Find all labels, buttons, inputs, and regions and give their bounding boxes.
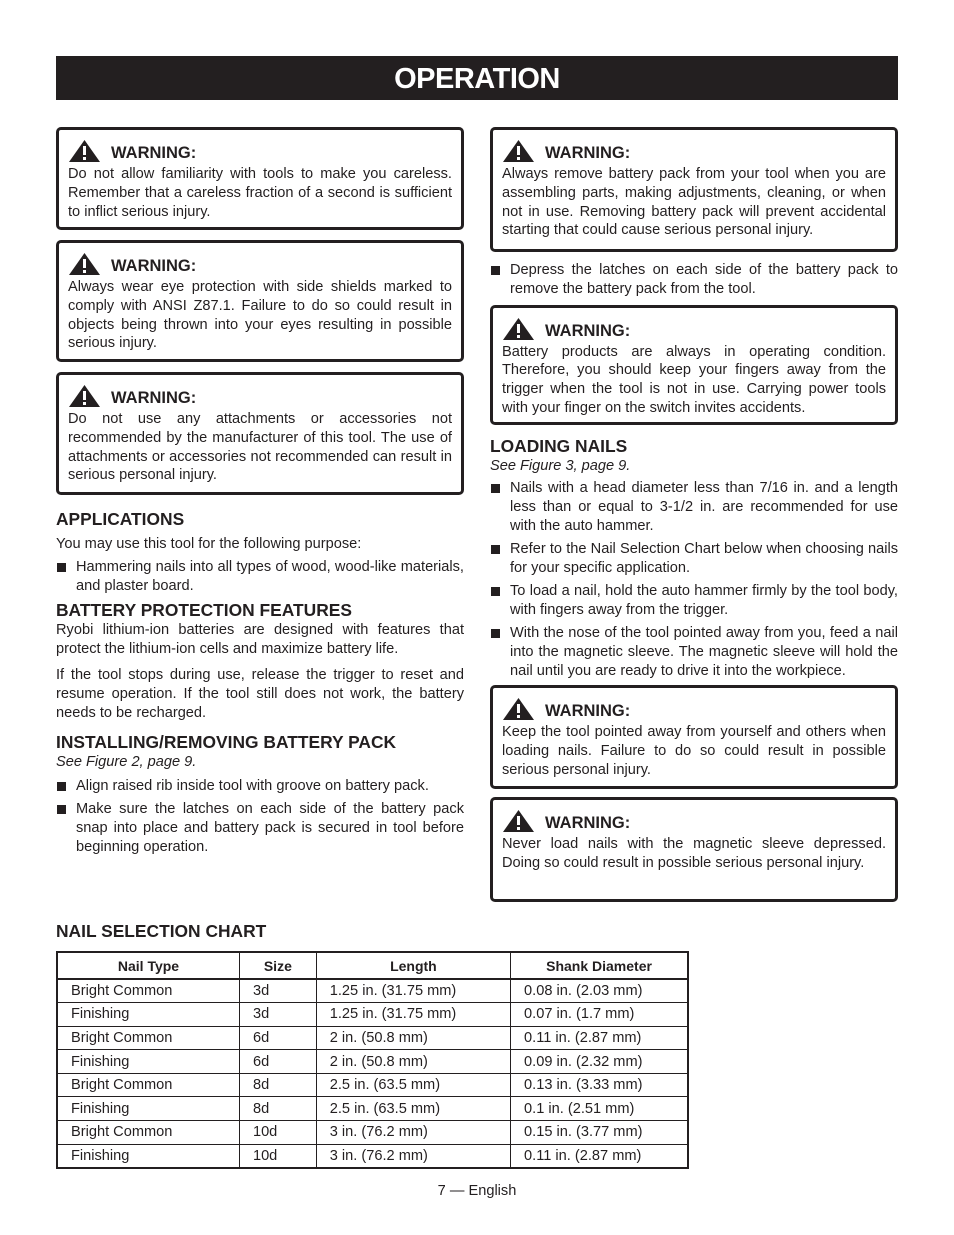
loading-nails-heading: LOADING NAILS [490,435,628,456]
list-item: Refer to the Nail Selection Chart below when choosing nails for your specific application. [490,540,898,578]
warning-triangle-icon [502,697,535,721]
nail-selection-table [56,951,689,1169]
warning-text: Keep the tool pointed away from yourself and others when loading nails. Failure to do so could result in possible serious personal injury. [502,724,886,778]
table-cell: 0.11 in. (2.87 mm) [511,1144,688,1168]
table-cell: 0.11 in. (2.87 mm) [511,1026,688,1050]
table-cell: 2 in. (50.8 mm) [316,1026,510,1050]
warning-text: Do not use any attachments or accessories not recommended by the manufacturer of this tool. The use of attachments or accessories not recommended can result in serious personal injury. [68,411,452,484]
loading-nails-list [490,479,898,680]
warning-box [490,797,898,902]
warning-text: Battery products are always in operating condition. Therefore, you should keep your fingers away from the trigger when the tool is not in use. Carrying power tools with your finger on the switch invites accidents. [502,343,886,416]
warning-box [490,127,898,252]
list-item: Align raised rib inside tool with groove on battery pack. [56,777,464,796]
table-cell: 0.09 in. (2.32 mm) [511,1050,688,1074]
table-cell: 8d [239,1073,316,1097]
warning-title: WARNING: [545,702,631,721]
table-cell: 0.15 in. (3.77 mm) [511,1121,688,1145]
warning-triangle-icon [502,139,535,163]
warning-box [56,372,464,495]
section-banner [56,56,898,100]
table-cell: 0.07 in. (1.7 mm) [511,1003,688,1027]
table-cell: 10d [239,1144,316,1168]
warning-title: WARNING: [545,144,631,162]
list-item: Hammering nails into all types of wood, wood-like materials, and plaster board. [56,558,464,596]
nail-chart-heading: NAIL SELECTION CHART [56,921,267,941]
figure-reference: See Figure 3, page 9. [490,457,631,474]
warning-box [490,305,898,425]
table-cell: Bright Common [57,1073,239,1097]
column-header: Length [316,952,510,979]
table-row [57,1144,688,1168]
list-item: Make sure the latches on each side of the battery pack snap into place and battery pack is secured in tool before beginning operation. [56,800,464,856]
list-item: Depress the latches on each side of the battery pack to remove the battery pack from the tool. [490,261,898,299]
table-cell: 2.5 in. (63.5 mm) [316,1097,510,1121]
table-cell: 1.25 in. (31.75 mm) [316,979,510,1003]
table-row [57,1050,688,1074]
table-row [57,979,688,1003]
warning-triangle-icon [502,317,535,341]
warning-text: Always wear eye protection with side shields marked to comply with ANSI Z87.1. Failure to do so could result in objects being thrown into your eyes resulting in possible serious injury. [68,279,452,352]
table-cell: Finishing [57,1097,239,1121]
table-cell: Finishing [57,1050,239,1074]
battery-protection-heading: BATTERY PROTECTION FEATURES [56,599,352,620]
table-cell: 10d [239,1121,316,1145]
list-item: To load a nail, hold the auto hammer firmly by the tool body, with fingers away from the trigger. [490,582,898,620]
applications-list [56,558,464,596]
left-column [56,127,464,861]
table-cell: 3 in. (76.2 mm) [316,1144,510,1168]
right-column [490,127,898,902]
table-cell: 6d [239,1026,316,1050]
battery-protection-paragraph: Ryobi lithium-ion batteries are designed with features that protect the lithium-ion cells and maximize battery life. [56,621,464,657]
column-header: Shank Diameter [511,952,688,979]
table-cell: 3 in. (76.2 mm) [316,1121,510,1145]
warning-text: Do not allow familiarity with tools to make you careless. Remember that a careless fraction of a second is sufficient to inflict serious injury. [68,166,452,220]
warning-title: WARNING: [111,144,197,162]
table-cell: 8d [239,1097,316,1121]
table-row [57,1121,688,1145]
table-cell: 0.1 in. (2.51 mm) [511,1097,688,1121]
applications-heading: APPLICATIONS [56,509,185,529]
table-cell: 2.5 in. (63.5 mm) [316,1073,510,1097]
table-cell: 3d [239,1003,316,1027]
table-cell: Bright Common [57,979,239,1003]
warning-box [56,240,464,362]
page-footer: 7 — English [437,1183,517,1199]
warning-triangle-icon [68,252,101,276]
table-cell: Bright Common [57,1026,239,1050]
battery-removal-list [490,261,898,299]
column-header: Size [239,952,316,979]
table-cell: 0.08 in. (2.03 mm) [511,979,688,1003]
warning-title: WARNING: [111,257,197,275]
figure-reference: See Figure 2, page 9. [56,753,197,770]
warning-box [56,127,464,230]
table-cell: Finishing [57,1144,239,1168]
installing-heading: INSTALLING/REMOVING BATTERY PACK [56,731,397,752]
warning-triangle-icon [502,809,535,833]
warning-title: WARNING: [111,389,197,407]
list-item: Nails with a head diameter less than 7/16 in. and a length less than or equal to 3-1/2 in. are recommended for use with the auto hammer. [490,479,898,535]
applications-intro: You may use this tool for the following purpose: [56,536,362,552]
battery-protection-paragraph: If the tool stops during use, release the trigger to reset and resume operation. If the tool still does not work, the battery needs to be recharged. [56,667,464,722]
table-cell: 0.13 in. (3.33 mm) [511,1073,688,1097]
warning-title: WARNING: [545,814,631,833]
list-item: With the nose of the tool pointed away from you, feed a nail into the magnetic sleeve. The magnetic sleeve will hold the nail until you are ready to drive it into the workpiece. [490,624,898,680]
installing-list [56,777,464,857]
table-cell: 1.25 in. (31.75 mm) [316,1003,510,1027]
table-row [57,1073,688,1097]
table-cell: 3d [239,979,316,1003]
warning-text: Never load nails with the magnetic sleeve depressed. Doing so could result in possible serious personal injury. [502,836,886,872]
column-header: Nail Type [57,952,239,979]
table-cell: Bright Common [57,1121,239,1145]
table-cell: Finishing [57,1003,239,1027]
table-row [57,1097,688,1121]
warning-triangle-icon [68,384,101,408]
table-cell: 2 in. (50.8 mm) [316,1050,510,1074]
warning-box [490,685,898,789]
table-row [57,1026,688,1050]
page-title: OPERATION [394,63,560,95]
table-row [57,1003,688,1027]
table-cell: 6d [239,1050,316,1074]
warning-triangle-icon [68,139,101,163]
warning-title: WARNING: [545,321,631,340]
table-header-row [57,952,688,979]
warning-text: Always remove battery pack from your tool when you are assembling parts, making adjustments, cleaning, or when not in use. Removing battery pack will prevent accidental starting that could cause serious personal injury. [502,166,886,239]
